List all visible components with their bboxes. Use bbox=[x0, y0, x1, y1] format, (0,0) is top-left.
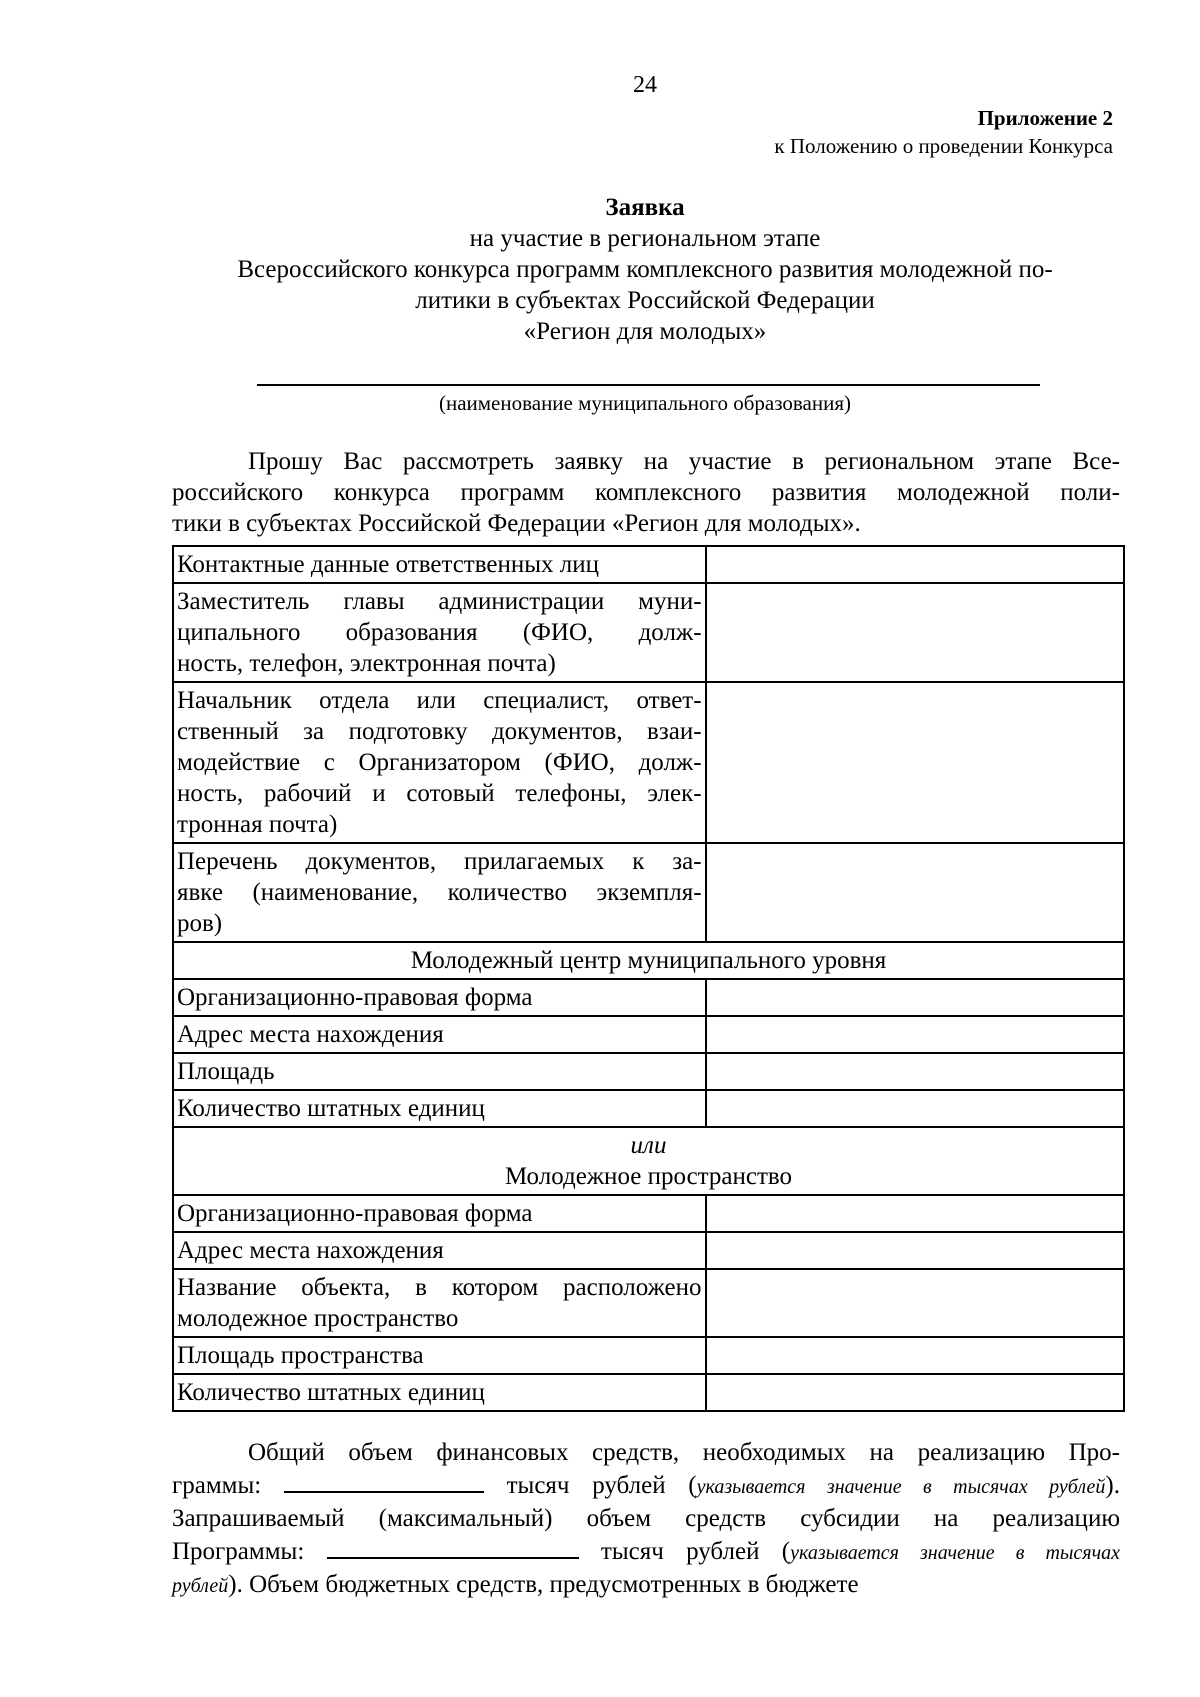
youth-center-staff-label: Количество штатных единиц bbox=[173, 1090, 706, 1127]
youth-space-area-value[interactable] bbox=[706, 1337, 1124, 1374]
youth-space-header: Молодежное пространство bbox=[504, 1163, 793, 1190]
youth-center-staff-value[interactable] bbox=[706, 1090, 1124, 1127]
youth-center-address-value[interactable] bbox=[706, 1016, 1124, 1053]
heading-line: литики в субъектах Российской Федерации bbox=[415, 287, 875, 314]
cell-line: модействие с Организатором (ФИО, долж- bbox=[177, 749, 702, 776]
youth-center-legal-form-value[interactable] bbox=[706, 979, 1124, 1016]
table-row bbox=[173, 1195, 1124, 1232]
closing-text: тысяч рублей ( bbox=[600, 1538, 791, 1565]
table-row bbox=[173, 1374, 1124, 1411]
intro-line: Прошу Вас рассмотреть заявку на участие в региональном этапе Все- bbox=[248, 448, 1120, 475]
application-table bbox=[172, 545, 1125, 1412]
intro-line: тики в субъектах Российской Федерации «Регион для молодых». bbox=[172, 510, 861, 537]
table-row bbox=[173, 1090, 1124, 1127]
responsible-officer-value[interactable] bbox=[706, 682, 1124, 843]
deputy-head-value[interactable] bbox=[706, 583, 1124, 682]
youth-space-legal-form-label: Организационно-правовая форма bbox=[173, 1195, 706, 1232]
youth-space-legal-form-value[interactable] bbox=[706, 1195, 1124, 1232]
heading-line: «Регион для молодых» bbox=[523, 318, 767, 345]
closing-text: ). bbox=[1105, 1472, 1120, 1499]
table-row bbox=[173, 979, 1124, 1016]
heading-line: на участие в региональном этапе bbox=[469, 225, 821, 252]
youth-space-object-value[interactable] bbox=[706, 1269, 1124, 1337]
funding-paragraph bbox=[172, 1437, 1120, 1602]
closing-line bbox=[172, 1569, 1120, 1602]
table-row bbox=[173, 546, 1124, 583]
intro-line: российского конкурса программ комплексного развития молодежной поли- bbox=[172, 479, 1120, 506]
cell-line: явке (наименование, количество экземпля- bbox=[177, 879, 702, 906]
youth-center-header: Молодежный центр муниципального уровня bbox=[173, 942, 1124, 979]
heading-line: Всероссийского конкурса программ комплексного развития молодежной по- bbox=[237, 256, 1053, 283]
youth-center-legal-form-label: Организационно-правовая форма bbox=[173, 979, 706, 1016]
cell-line: Название объекта, в котором расположено bbox=[177, 1274, 702, 1301]
youth-center-address-label: Адрес места нахождения bbox=[173, 1016, 706, 1053]
table-row bbox=[173, 1232, 1124, 1269]
table-row bbox=[173, 1269, 1124, 1337]
table-row bbox=[173, 1127, 1124, 1195]
youth-space-object-label bbox=[173, 1269, 706, 1337]
closing-line: Запрашиваемый (максимальный) объем средств субсидии на реализацию bbox=[172, 1505, 1120, 1532]
table-row bbox=[173, 1016, 1124, 1053]
total-funding-blank[interactable] bbox=[284, 1469, 484, 1493]
closing-text: граммы: bbox=[172, 1472, 262, 1499]
cell-line: ров) bbox=[177, 910, 223, 937]
youth-space-staff-value[interactable] bbox=[706, 1374, 1124, 1411]
municipality-caption: (наименование муниципального образования) bbox=[438, 391, 852, 415]
closing-line: Общий объем финансовых средств, необходимых на реализацию Про- bbox=[248, 1439, 1120, 1466]
youth-space-area-label: Площадь пространства bbox=[173, 1337, 706, 1374]
cell-line: Начальник отдела или специалист, ответ- bbox=[177, 687, 702, 714]
cell-line: Перечень документов, прилагаемых к за- bbox=[177, 848, 702, 875]
cell-line: ципального образования (ФИО, долж- bbox=[177, 619, 702, 646]
table-row bbox=[173, 942, 1124, 979]
table-row bbox=[173, 1337, 1124, 1374]
closing-text: тысяч рублей ( bbox=[506, 1472, 697, 1499]
deputy-head-label bbox=[173, 583, 706, 682]
appendix-title: Приложение 2 bbox=[977, 106, 1113, 130]
table-row bbox=[173, 682, 1124, 843]
contacts-header-cell: Контактные данные ответственных лиц bbox=[173, 546, 706, 583]
or-label: или bbox=[630, 1132, 667, 1159]
contacts-value-cell[interactable] bbox=[706, 546, 1124, 583]
table-row bbox=[173, 1053, 1124, 1090]
youth-center-area-value[interactable] bbox=[706, 1053, 1124, 1090]
closing-text: Программы: bbox=[172, 1538, 305, 1565]
youth-center-area-label: Площадь bbox=[173, 1053, 706, 1090]
cell-line: тронная почта) bbox=[177, 811, 338, 838]
documents-list-label bbox=[173, 843, 706, 942]
cell-line: Заместитель главы администрации муни- bbox=[177, 588, 702, 615]
application-title: Заявка bbox=[605, 194, 685, 221]
closing-note: указывается значение в тысячах рублей bbox=[696, 1476, 1106, 1498]
responsible-officer-label bbox=[173, 682, 706, 843]
cell-line: ность, рабочий и сотовый телефоны, элек- bbox=[177, 780, 702, 807]
youth-space-address-value[interactable] bbox=[706, 1232, 1124, 1269]
youth-space-address-label: Адрес места нахождения bbox=[173, 1232, 706, 1269]
cell-line: ность, телефон, электронная почта) bbox=[177, 650, 556, 677]
closing-note: рублей bbox=[172, 1575, 229, 1597]
closing-line bbox=[172, 1535, 1120, 1569]
application-heading bbox=[170, 192, 1120, 347]
closing-text: ). Объем бюджетных средств, предусмотренных в бюджете bbox=[228, 1571, 859, 1598]
intro-paragraph bbox=[172, 446, 1120, 539]
appendix-subtitle: к Положению о проведении Конкурса bbox=[774, 134, 1113, 158]
table-row bbox=[173, 843, 1124, 942]
subsidy-funding-blank[interactable] bbox=[327, 1535, 579, 1559]
closing-line bbox=[172, 1469, 1120, 1503]
municipality-blank-line[interactable] bbox=[257, 384, 1040, 386]
page-number: 24 bbox=[633, 72, 657, 98]
cell-line: ственный за подготовку документов, взаи- bbox=[177, 718, 702, 745]
youth-space-staff-label: Количество штатных единиц bbox=[173, 1374, 706, 1411]
table-row bbox=[173, 583, 1124, 682]
documents-list-value[interactable] bbox=[706, 843, 1124, 942]
closing-note: указывается значение в тысячах bbox=[790, 1542, 1121, 1564]
cell-line: молодежное пространство bbox=[177, 1305, 459, 1332]
youth-space-header-cell bbox=[173, 1127, 1124, 1195]
